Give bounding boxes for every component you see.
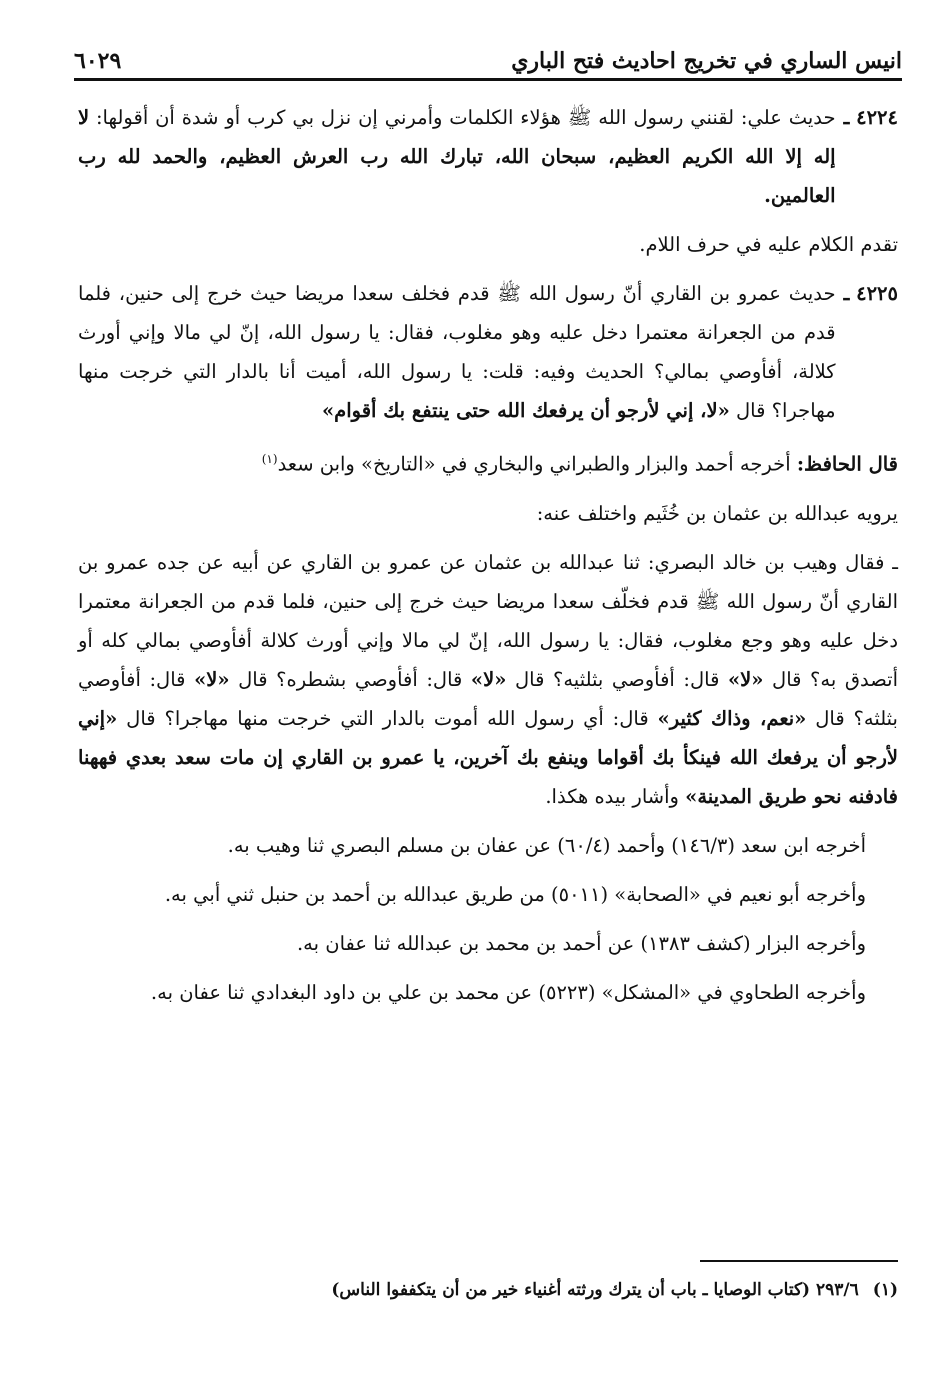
riwaya-paragraph: يرويه عبدالله بن عثمان بن خُثَيم واختلف عنه: (536, 501, 898, 525)
entry-plain-text: حديث علي: لقنني رسول الله ﷺ هؤلاء الكلمات وأمرني إن نزل بي كرب أو شدة أن أقولها: (89, 106, 836, 129)
wuhayb-text-1: ـ فقال وهيب بن خالد البصري: ثنا عبدالله بن عثمان عن عمرو بن القاري عن أبيه عن جده عمرو بن القاري أنّ رسول الله ﷺ قدم فخلّف سعدا مريضا حيث خرج إلى حنين، فلما قدم من الجعرانة معتمرا دخل عليه وهو وجع مغلوب، فقال: يا رسول الله، إنّ لي مالا وإني أورث كلالة أفأوصي بمالي كله أو أتصدق به؟ قال (78, 550, 898, 691)
running-title: انيس الساري في تخريج احاديث فتح الباري (511, 48, 902, 74)
wuhayb-paragraph (78, 543, 898, 816)
footnote (78, 1276, 898, 1304)
hadith-entry-4224 (78, 98, 898, 215)
entry-bold-text: لا إله إلا الله الكريم العظيم، سبحان الله، تبارك الله رب العرش العظيم، والحمد لله رب العالمين. (78, 106, 836, 207)
entry-text (78, 98, 836, 215)
hadith-entry-4225 (78, 274, 898, 430)
wuhayb-bold-2: «لا» (470, 667, 507, 691)
takhrij-paragraph: وأخرجه أبو نعيم في «الصحابة» (٥٠١١) من طريق عبدالله بن أحمد بن حنبل ثني أبي به. (164, 882, 866, 906)
wuhayb-text-3: قال: أفأوصي بشطره؟ قال (229, 667, 471, 691)
main-text (78, 98, 898, 1022)
footnote-mark: (١) (872, 1280, 898, 1300)
wuhayb-text-2: قال: أفأوصي بثلثيه؟ قال (506, 667, 728, 691)
wuhayb-text-4: قال: أفأوصي بثلثه؟ قال (78, 667, 898, 730)
takhrij-paragraph: وأخرجه البزار (كشف ١٣٨٣) عن أحمد بن محمد بن عبدالله ثنا عفان به. (296, 931, 866, 955)
entry-number: ٤٢٢٥ ـ (843, 282, 898, 305)
hafiz-label: قال الحافظ: (796, 452, 898, 476)
hafiz-paragraph (78, 440, 898, 484)
hafiz-text: أخرجه أحمد والبزار والطبراني والبخاري في «التاريخ» وابن سعد (277, 452, 797, 476)
entry-number: ٤٢٢٤ ـ (843, 106, 898, 129)
wuhayb-bold-1: «لا» (727, 667, 764, 691)
wuhayb-bold-4: «نعم، وذاك كثير» (657, 706, 807, 730)
page-number: ٦٠٢٩ (74, 48, 122, 74)
takhrij-paragraph: أخرجه ابن سعد (١٤٦/٣) وأحمد (٦٠/٤) عن عفان بن مسلم البصري ثنا وهيب به. (227, 833, 866, 857)
footnote-divider (700, 1260, 898, 1262)
note-paragraph: تقدم الكلام عليه في حرف اللام. (639, 233, 898, 256)
page-header (74, 34, 902, 81)
wuhayb-text-5: قال: أي رسول الله أموت بالدار التي خرجت منها مهاجرا؟ قال (117, 706, 658, 730)
wuhayb-bold-5: «إني لأرجو أن يرفعك الله فينكأ بك أقواما وينفع بك آخرين، يا عمرو بن القاري إن مات سعد بعدي فههنا فادفنه نحو طريق المدينة» (78, 706, 898, 808)
entry-bold-text: «لا، إني لأرجو أن يرفعك الله حتى ينتفع بك أقوام» (321, 399, 730, 422)
wuhayb-bold-3: «لا» (194, 667, 230, 691)
entry-text (78, 274, 836, 430)
footnote-reference: (١) (261, 452, 278, 466)
footnote-text: ٢٩٣/٦ (كتاب الوصايا ـ باب أن يترك ورثته أغنياء خير من أن يتكففوا الناس) (331, 1280, 859, 1300)
wuhayb-text-6: وأشار بيده هكذا. (545, 784, 686, 808)
takhrij-paragraph: وأخرجه الطحاوي في «المشكل» (٥٢٢٣) عن محمد بن علي بن داود البغدادي ثنا عفان به. (150, 980, 866, 1004)
entry-plain-text: حديث عمرو بن القاري أنّ رسول الله ﷺ قدم فخلف سعدا مريضا حيث خرج إلى حنين، فلما قدم من الجعرانة معتمرا دخل عليه وهو مغلوب، فقال: يا رسول الله، إنّ لي مالا وإني أورث كلالة، أفأوصي بمالي؟ الحديث وفيه: قلت: يا رسول الله، أميت أنا بالدار التي خرجت منها مهاجرا؟ قال (78, 282, 836, 422)
